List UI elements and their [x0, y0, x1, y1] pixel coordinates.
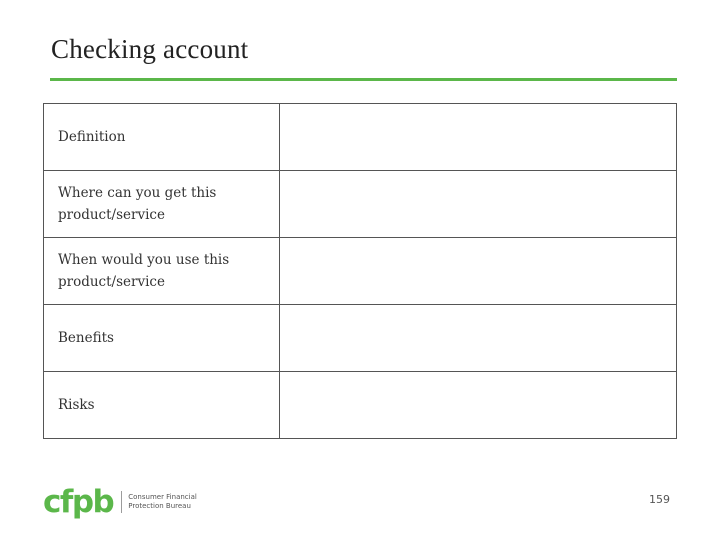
cfpb-logo	[43, 484, 197, 520]
table-row	[44, 171, 677, 238]
title-underline	[50, 78, 677, 81]
logo-divider	[121, 491, 122, 513]
answer-cell-when[interactable]	[280, 238, 677, 305]
page-number: 159	[649, 493, 670, 506]
row-label-risks: Risks	[44, 372, 280, 439]
logo-line-2: Protection Bureau	[128, 502, 191, 510]
answer-cell-definition[interactable]	[280, 104, 677, 171]
row-label-where: Where can you get this product/service	[44, 171, 280, 238]
table-row	[44, 104, 677, 171]
answer-cell-where[interactable]	[280, 171, 677, 238]
logo-line-1: Consumer Financial	[128, 493, 197, 501]
logo-wordmark	[128, 493, 197, 511]
answer-cell-benefits[interactable]	[280, 305, 677, 372]
row-label-definition: Definition	[44, 104, 280, 171]
table-row	[44, 238, 677, 305]
table-row	[44, 305, 677, 372]
cfpb-logo-mark: cfpb	[43, 483, 114, 520]
row-label-when: When would you use this product/service	[44, 238, 280, 305]
answer-cell-risks[interactable]	[280, 372, 677, 439]
worksheet-table	[43, 103, 677, 439]
slide-title: Checking account	[51, 34, 249, 64]
row-label-benefits: Benefits	[44, 305, 280, 372]
table-row	[44, 372, 677, 439]
